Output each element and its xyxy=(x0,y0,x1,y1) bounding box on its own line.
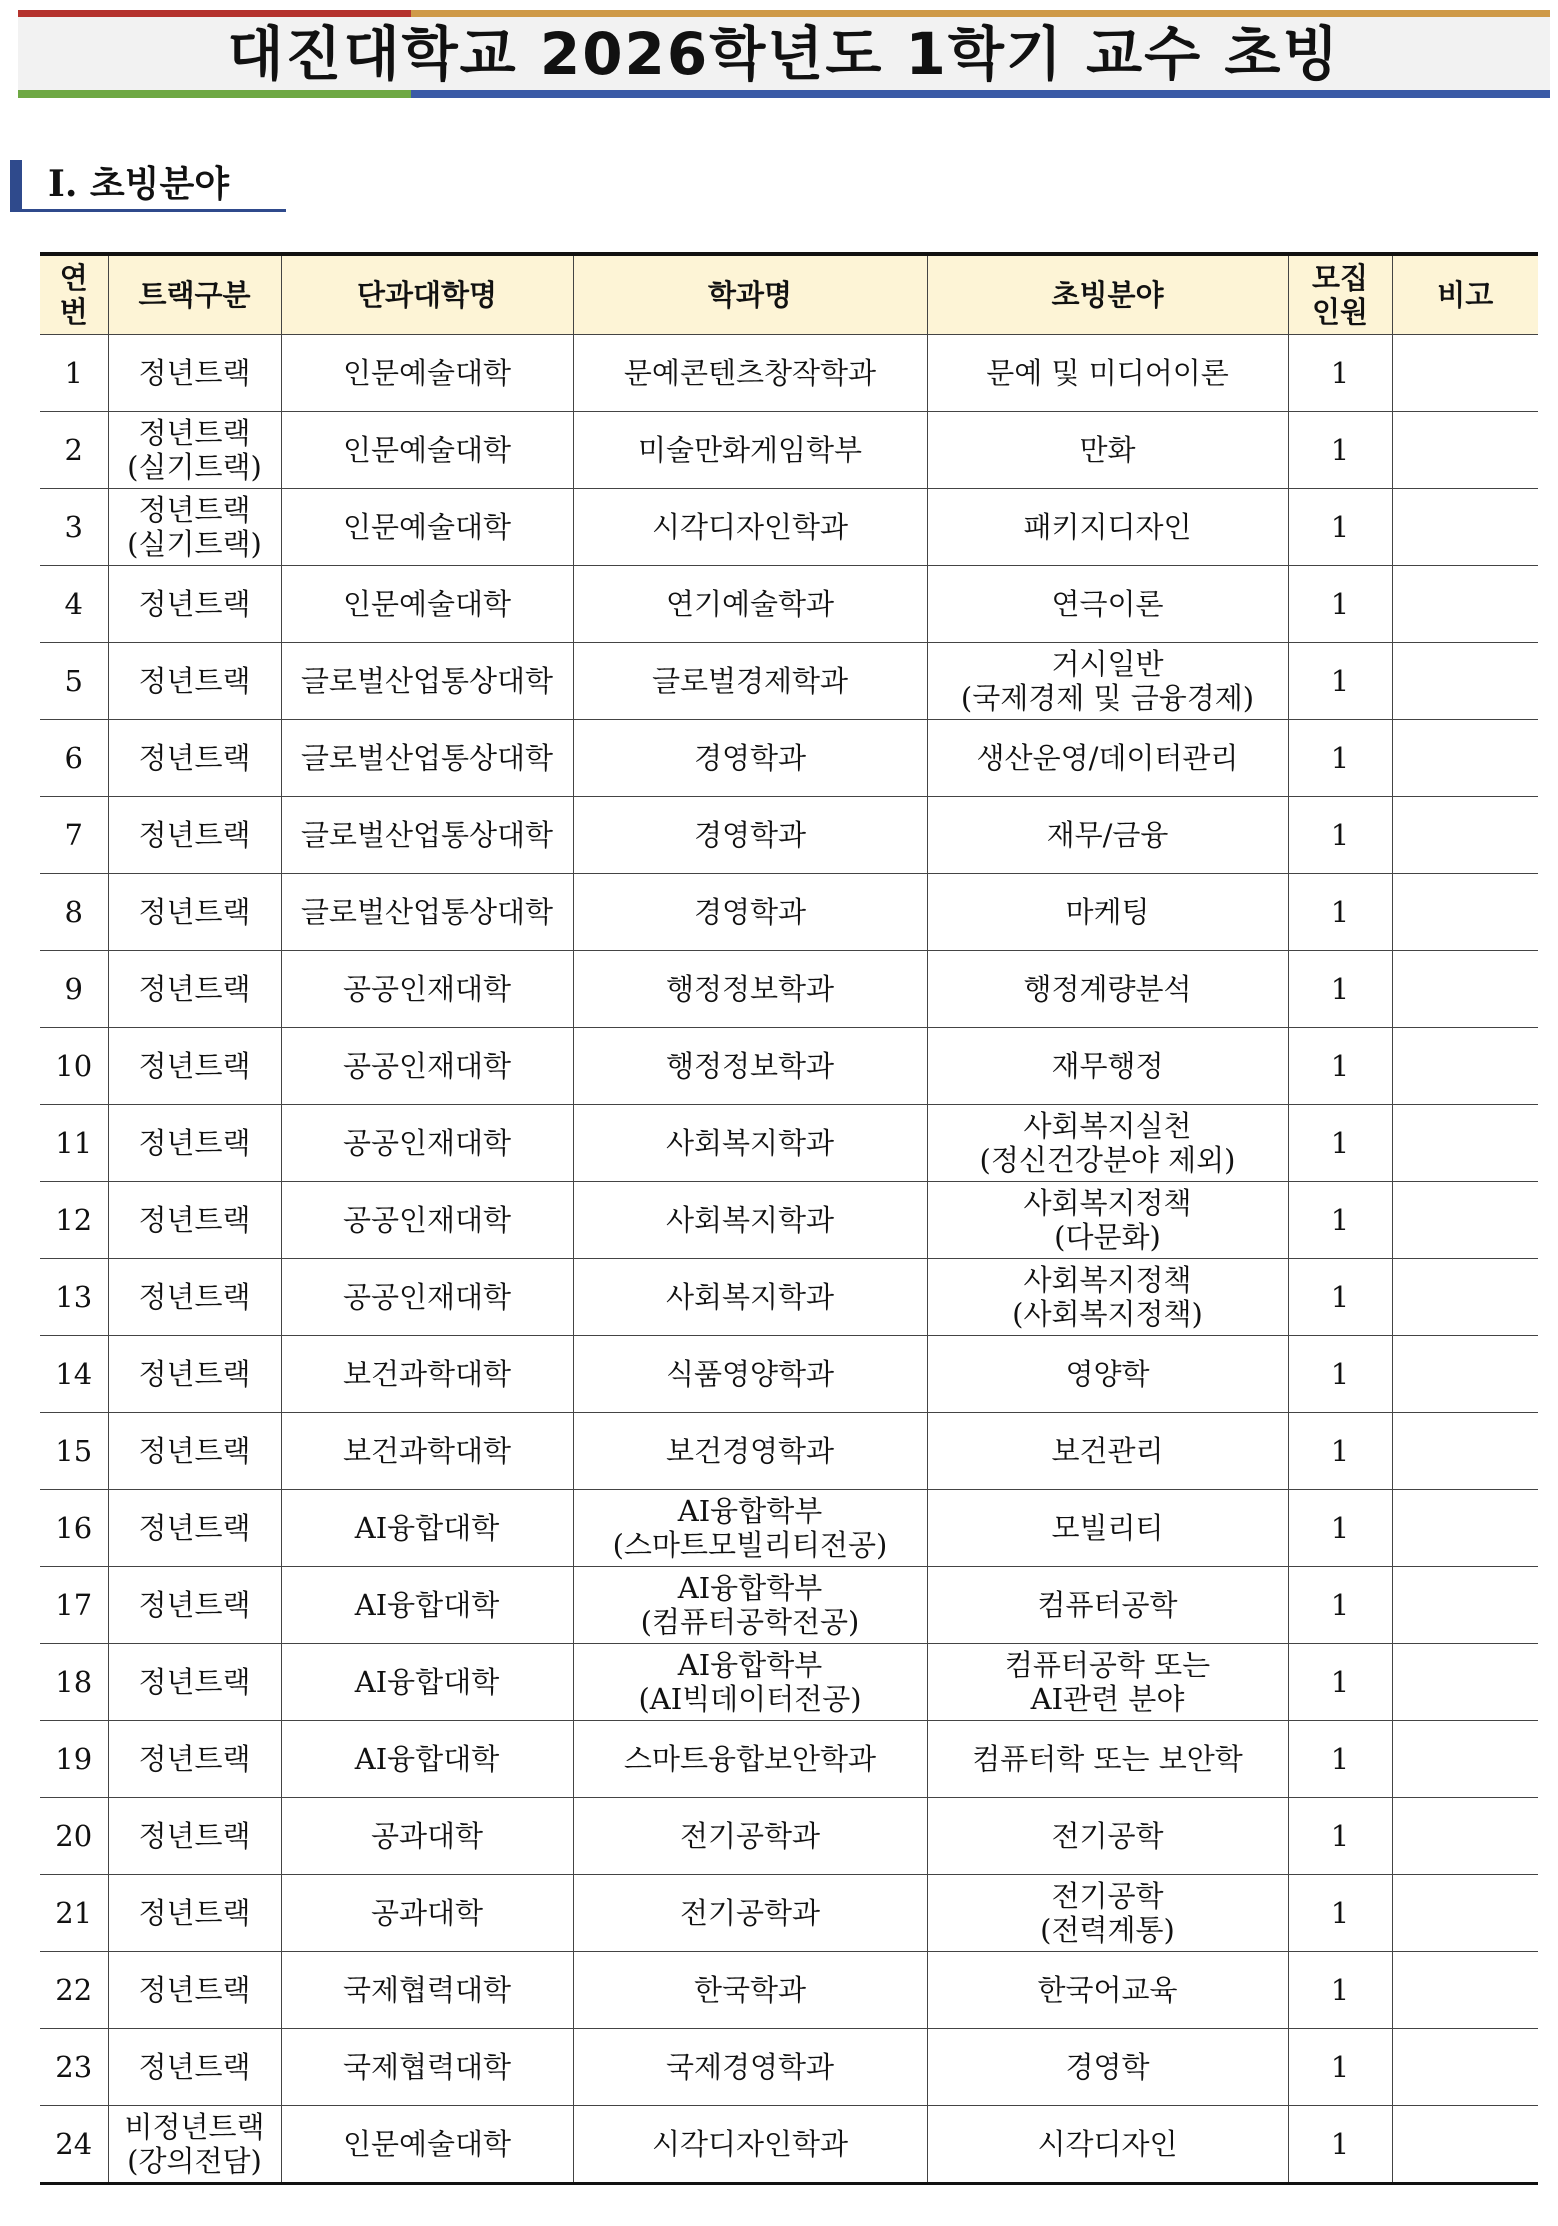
cell-note xyxy=(1392,1028,1538,1105)
cell-count: 1 xyxy=(1288,643,1392,720)
cell-no: 4 xyxy=(40,566,108,643)
cell-college: AI융합대학 xyxy=(281,1490,573,1567)
cell-college: 인문예술대학 xyxy=(281,566,573,643)
table-row xyxy=(40,335,1538,412)
cell-college: 국제협력대학 xyxy=(281,2029,573,2106)
cell-college: 공공인재대학 xyxy=(281,951,573,1028)
cell-college: 공공인재대학 xyxy=(281,1028,573,1105)
cell-field: 사회복지정책 (사회복지정책) xyxy=(927,1259,1288,1336)
cell-count: 1 xyxy=(1288,2106,1392,2184)
cell-field: 한국어교육 xyxy=(927,1952,1288,2029)
section-underline xyxy=(10,209,286,212)
cell-field: 컴퓨터공학 또는 AI관련 분야 xyxy=(927,1644,1288,1721)
cell-college: 인문예술대학 xyxy=(281,2106,573,2184)
cell-note xyxy=(1392,412,1538,489)
cell-field: 보건관리 xyxy=(927,1413,1288,1490)
cell-note xyxy=(1392,797,1538,874)
table-row xyxy=(40,1259,1538,1336)
cell-college: AI융합대학 xyxy=(281,1567,573,1644)
cell-college: AI융합대학 xyxy=(281,1721,573,1798)
cell-field: 연극이론 xyxy=(927,566,1288,643)
cell-field: 전기공학 xyxy=(927,1798,1288,1875)
cell-track: 정년트랙 xyxy=(108,335,281,412)
cell-no: 2 xyxy=(40,412,108,489)
cell-field: 마케팅 xyxy=(927,874,1288,951)
cell-college: 인문예술대학 xyxy=(281,335,573,412)
cell-no: 3 xyxy=(40,489,108,566)
cell-field: 행정계량분석 xyxy=(927,951,1288,1028)
cell-dept: 사회복지학과 xyxy=(573,1182,927,1259)
cell-no: 14 xyxy=(40,1336,108,1413)
cell-no: 23 xyxy=(40,2029,108,2106)
cell-track: 정년트랙 xyxy=(108,1105,281,1182)
cell-field: 컴퓨터학 또는 보안학 xyxy=(927,1721,1288,1798)
cell-count: 1 xyxy=(1288,566,1392,643)
cell-count: 1 xyxy=(1288,1798,1392,1875)
page-title: 대진대학교 2026학년도 1학기 교수 초빙 xyxy=(227,20,1341,88)
cell-college: 인문예술대학 xyxy=(281,412,573,489)
cell-track: 정년트랙 xyxy=(108,720,281,797)
cell-dept: 미술만화게임학부 xyxy=(573,412,927,489)
cell-count: 1 xyxy=(1288,720,1392,797)
cell-field: 패키지디자인 xyxy=(927,489,1288,566)
cell-dept: 행정정보학과 xyxy=(573,1028,927,1105)
cell-no: 6 xyxy=(40,720,108,797)
table-row xyxy=(40,1644,1538,1721)
cell-note xyxy=(1392,1490,1538,1567)
table-row xyxy=(40,1413,1538,1490)
table-row xyxy=(40,1182,1538,1259)
header-count: 모집 인원 xyxy=(1288,254,1392,335)
table-row xyxy=(40,566,1538,643)
table-row xyxy=(40,797,1538,874)
cell-note xyxy=(1392,1182,1538,1259)
table-row xyxy=(40,1028,1538,1105)
cell-note xyxy=(1392,566,1538,643)
cell-note xyxy=(1392,1413,1538,1490)
cell-no: 8 xyxy=(40,874,108,951)
cell-dept: AI융합학부 (AI빅데이터전공) xyxy=(573,1644,927,1721)
cell-note xyxy=(1392,874,1538,951)
cell-count: 1 xyxy=(1288,951,1392,1028)
cell-field: 경영학 xyxy=(927,2029,1288,2106)
cell-note xyxy=(1392,951,1538,1028)
cell-field: 시각디자인 xyxy=(927,2106,1288,2184)
table-header-row xyxy=(40,254,1538,335)
table-row xyxy=(40,489,1538,566)
cell-no: 11 xyxy=(40,1105,108,1182)
table-row xyxy=(40,1336,1538,1413)
header-no: 연 번 xyxy=(40,254,108,335)
cell-track: 비정년트랙 (강의전담) xyxy=(108,2106,281,2184)
table-row xyxy=(40,1105,1538,1182)
cell-note xyxy=(1392,2029,1538,2106)
cell-dept: 행정정보학과 xyxy=(573,951,927,1028)
cell-note xyxy=(1392,1105,1538,1182)
cell-college: 인문예술대학 xyxy=(281,489,573,566)
cell-field: 컴퓨터공학 xyxy=(927,1567,1288,1644)
cell-college: 보건과학대학 xyxy=(281,1413,573,1490)
cell-field: 거시일반 (국제경제 및 금융경제) xyxy=(927,643,1288,720)
cell-field: 전기공학 (전력계통) xyxy=(927,1875,1288,1952)
cell-track: 정년트랙 xyxy=(108,1028,281,1105)
cell-count: 1 xyxy=(1288,335,1392,412)
cell-dept: AI융합학부 (컴퓨터공학전공) xyxy=(573,1567,927,1644)
cell-college: 공과대학 xyxy=(281,1875,573,1952)
cell-note xyxy=(1392,1952,1538,2029)
cell-dept: 경영학과 xyxy=(573,720,927,797)
title-accent-blue xyxy=(411,90,1550,98)
cell-track: 정년트랙 xyxy=(108,1644,281,1721)
title-accent-green xyxy=(18,90,411,98)
cell-count: 1 xyxy=(1288,1336,1392,1413)
cell-dept: 스마트융합보안학과 xyxy=(573,1721,927,1798)
title-accent-red xyxy=(18,10,411,17)
cell-dept: 국제경영학과 xyxy=(573,2029,927,2106)
cell-track: 정년트랙 xyxy=(108,797,281,874)
cell-note xyxy=(1392,1875,1538,1952)
table-row xyxy=(40,643,1538,720)
section-marker xyxy=(10,160,22,210)
cell-college: 보건과학대학 xyxy=(281,1336,573,1413)
cell-no: 20 xyxy=(40,1798,108,1875)
cell-college: 국제협력대학 xyxy=(281,1952,573,2029)
cell-college: 글로벌산업통상대학 xyxy=(281,643,573,720)
cell-note xyxy=(1392,1798,1538,1875)
cell-dept: 보건경영학과 xyxy=(573,1413,927,1490)
cell-college: 공공인재대학 xyxy=(281,1105,573,1182)
cell-track: 정년트랙 xyxy=(108,874,281,951)
cell-track: 정년트랙 (실기트랙) xyxy=(108,412,281,489)
cell-field: 만화 xyxy=(927,412,1288,489)
cell-dept: 사회복지학과 xyxy=(573,1105,927,1182)
cell-count: 1 xyxy=(1288,412,1392,489)
cell-no: 9 xyxy=(40,951,108,1028)
header-college: 단과대학명 xyxy=(281,254,573,335)
cell-no: 21 xyxy=(40,1875,108,1952)
cell-note xyxy=(1392,1644,1538,1721)
cell-no: 1 xyxy=(40,335,108,412)
table-body xyxy=(40,335,1538,2184)
cell-field: 재무행정 xyxy=(927,1028,1288,1105)
cell-field: 재무/금융 xyxy=(927,797,1288,874)
cell-no: 15 xyxy=(40,1413,108,1490)
cell-count: 1 xyxy=(1288,1644,1392,1721)
cell-college: AI융합대학 xyxy=(281,1644,573,1721)
title-banner xyxy=(18,10,1550,98)
cell-dept: 식품영양학과 xyxy=(573,1336,927,1413)
cell-note xyxy=(1392,1567,1538,1644)
table-row xyxy=(40,2029,1538,2106)
cell-track: 정년트랙 xyxy=(108,643,281,720)
cell-dept: 시각디자인학과 xyxy=(573,2106,927,2184)
cell-track: 정년트랙 xyxy=(108,1875,281,1952)
cell-track: 정년트랙 xyxy=(108,1182,281,1259)
cell-dept: 시각디자인학과 xyxy=(573,489,927,566)
cell-no: 13 xyxy=(40,1259,108,1336)
cell-count: 1 xyxy=(1288,1490,1392,1567)
cell-dept: 경영학과 xyxy=(573,797,927,874)
table-row xyxy=(40,2106,1538,2184)
table-row xyxy=(40,1721,1538,1798)
header-note: 비고 xyxy=(1392,254,1538,335)
table-row xyxy=(40,1875,1538,1952)
cell-college: 공과대학 xyxy=(281,1798,573,1875)
cell-no: 16 xyxy=(40,1490,108,1567)
cell-count: 1 xyxy=(1288,489,1392,566)
cell-count: 1 xyxy=(1288,2029,1392,2106)
cell-count: 1 xyxy=(1288,874,1392,951)
cell-field: 모빌리티 xyxy=(927,1490,1288,1567)
header-track: 트랙구분 xyxy=(108,254,281,335)
table-row xyxy=(40,412,1538,489)
cell-dept: 사회복지학과 xyxy=(573,1259,927,1336)
table-row xyxy=(40,951,1538,1028)
cell-college: 글로벌산업통상대학 xyxy=(281,720,573,797)
title-accent-gold xyxy=(411,10,1550,17)
cell-note xyxy=(1392,720,1538,797)
cell-track: 정년트랙 (실기트랙) xyxy=(108,489,281,566)
cell-note xyxy=(1392,1721,1538,1798)
cell-track: 정년트랙 xyxy=(108,1952,281,2029)
cell-track: 정년트랙 xyxy=(108,1567,281,1644)
cell-field: 영양학 xyxy=(927,1336,1288,1413)
cell-college: 글로벌산업통상대학 xyxy=(281,874,573,951)
cell-no: 17 xyxy=(40,1567,108,1644)
cell-count: 1 xyxy=(1288,1952,1392,2029)
cell-track: 정년트랙 xyxy=(108,1798,281,1875)
cell-track: 정년트랙 xyxy=(108,951,281,1028)
header-dept: 학과명 xyxy=(573,254,927,335)
header-field: 초빙분야 xyxy=(927,254,1288,335)
cell-dept: 경영학과 xyxy=(573,874,927,951)
cell-dept: 문예콘텐츠창작학과 xyxy=(573,335,927,412)
section-heading xyxy=(10,158,286,212)
cell-field: 생산운영/데이터관리 xyxy=(927,720,1288,797)
cell-dept: 연기예술학과 xyxy=(573,566,927,643)
cell-field: 사회복지실천 (정신건강분야 제외) xyxy=(927,1105,1288,1182)
cell-college: 글로벌산업통상대학 xyxy=(281,797,573,874)
table-row xyxy=(40,1567,1538,1644)
section-title: Ⅰ. 초빙분야 xyxy=(48,163,230,205)
cell-note xyxy=(1392,643,1538,720)
cell-college: 공공인재대학 xyxy=(281,1182,573,1259)
cell-track: 정년트랙 xyxy=(108,1336,281,1413)
cell-no: 10 xyxy=(40,1028,108,1105)
cell-track: 정년트랙 xyxy=(108,566,281,643)
cell-count: 1 xyxy=(1288,1105,1392,1182)
cell-dept: 전기공학과 xyxy=(573,1875,927,1952)
cell-no: 5 xyxy=(40,643,108,720)
cell-count: 1 xyxy=(1288,1413,1392,1490)
cell-no: 24 xyxy=(40,2106,108,2184)
cell-no: 7 xyxy=(40,797,108,874)
cell-field: 사회복지정책 (다문화) xyxy=(927,1182,1288,1259)
cell-track: 정년트랙 xyxy=(108,1490,281,1567)
cell-note xyxy=(1392,335,1538,412)
cell-college: 공공인재대학 xyxy=(281,1259,573,1336)
cell-dept: 전기공학과 xyxy=(573,1798,927,1875)
cell-count: 1 xyxy=(1288,1567,1392,1644)
cell-dept: 글로벌경제학과 xyxy=(573,643,927,720)
table-row xyxy=(40,874,1538,951)
cell-track: 정년트랙 xyxy=(108,1259,281,1336)
cell-track: 정년트랙 xyxy=(108,1721,281,1798)
cell-note xyxy=(1392,489,1538,566)
cell-dept: AI융합학부 (스마트모빌리티전공) xyxy=(573,1490,927,1567)
cell-no: 12 xyxy=(40,1182,108,1259)
cell-no: 19 xyxy=(40,1721,108,1798)
cell-field: 문예 및 미디어이론 xyxy=(927,335,1288,412)
table-row xyxy=(40,1952,1538,2029)
table-row xyxy=(40,1798,1538,1875)
cell-count: 1 xyxy=(1288,1259,1392,1336)
cell-count: 1 xyxy=(1288,797,1392,874)
table-row xyxy=(40,720,1538,797)
cell-note xyxy=(1392,2106,1538,2184)
cell-count: 1 xyxy=(1288,1875,1392,1952)
cell-note xyxy=(1392,1336,1538,1413)
cell-track: 정년트랙 xyxy=(108,1413,281,1490)
cell-count: 1 xyxy=(1288,1182,1392,1259)
table-row xyxy=(40,1490,1538,1567)
recruitment-table xyxy=(40,252,1538,2185)
cell-count: 1 xyxy=(1288,1028,1392,1105)
cell-count: 1 xyxy=(1288,1721,1392,1798)
cell-no: 18 xyxy=(40,1644,108,1721)
cell-no: 22 xyxy=(40,1952,108,2029)
cell-note xyxy=(1392,1259,1538,1336)
cell-dept: 한국학과 xyxy=(573,1952,927,2029)
cell-track: 정년트랙 xyxy=(108,2029,281,2106)
